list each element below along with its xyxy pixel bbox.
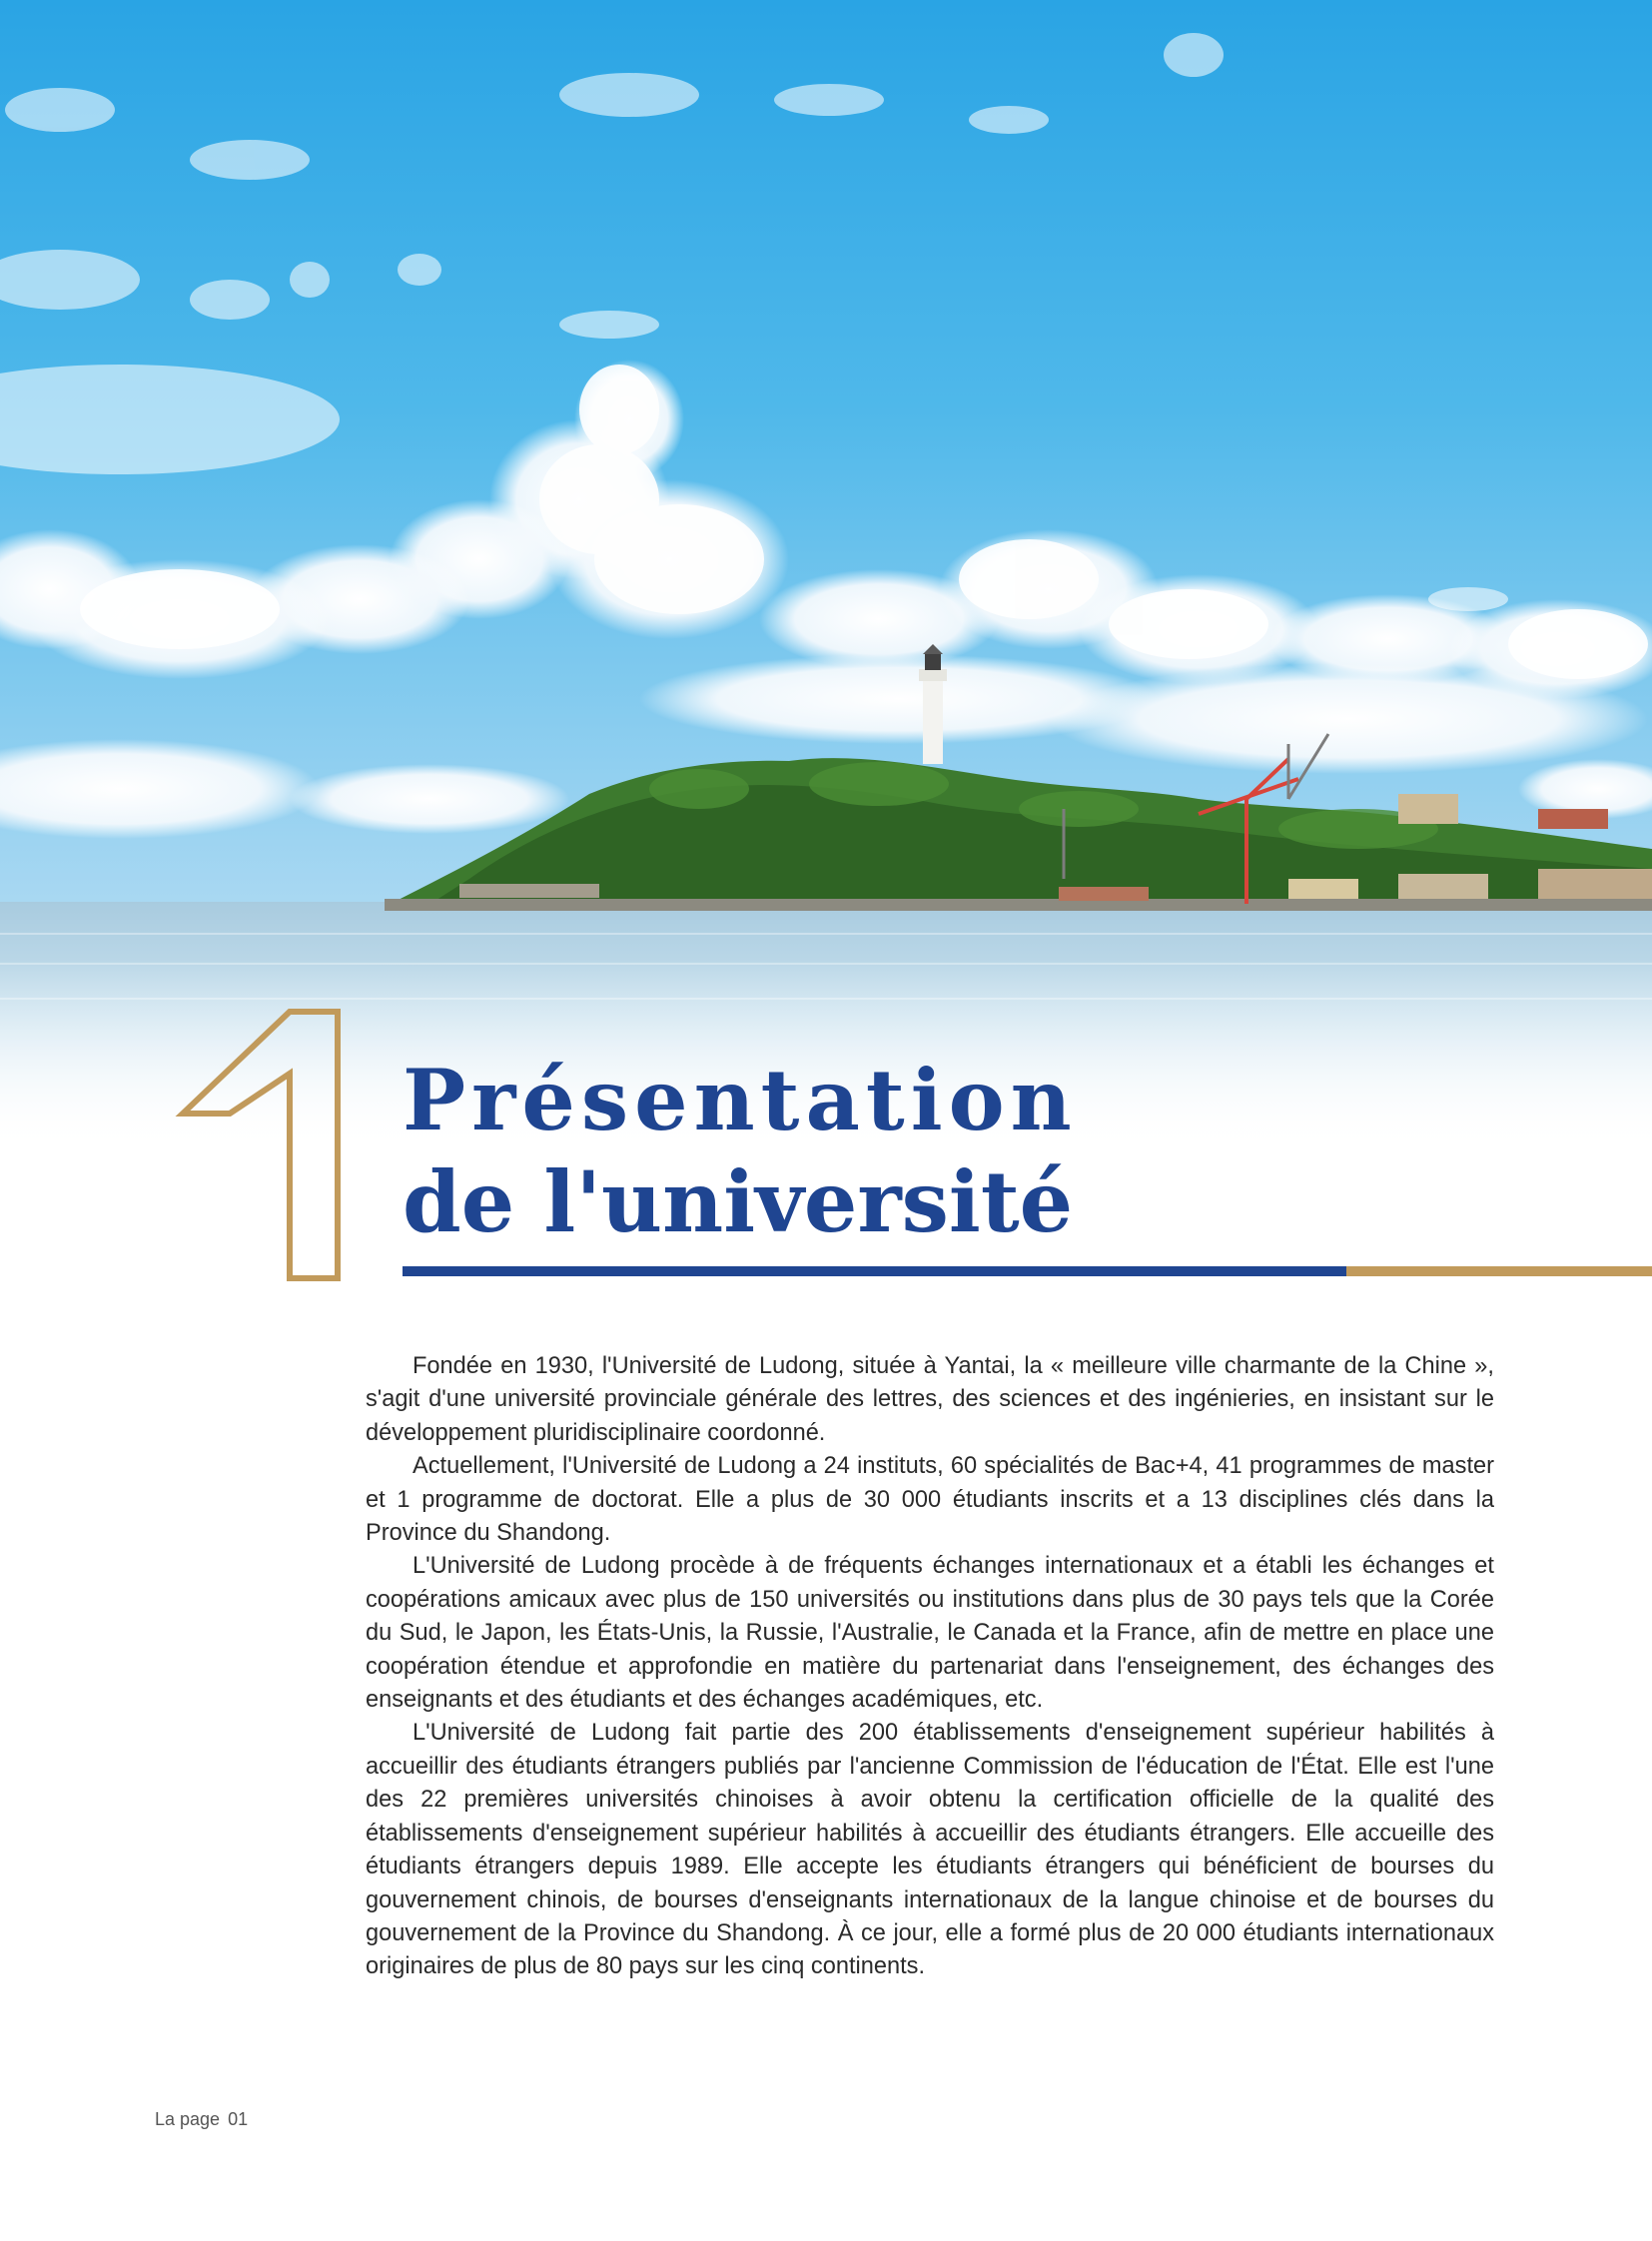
body-text (366, 1350, 1494, 1984)
page-title-line2: de l'université (403, 1152, 1074, 1251)
title-rule-blue (403, 1266, 1346, 1276)
paragraph-1: Fondée en 1930, l'Université de Ludong, située à Yantai, la « meilleure ville charmante de la Chine », s'agit d'une université provinciale générale des lettres, des sciences et des ingénieries, en insistant sur le développement pluridisciplinaire coordonné. (366, 1353, 1494, 1446)
page-title-line1: Présentation (403, 1051, 1078, 1149)
chapter-number-outline (175, 1004, 350, 1283)
page-number: 01 (228, 2109, 249, 2129)
page-footer (155, 2109, 248, 2130)
chapter-number-text: 1 (175, 1004, 176, 1005)
paragraph-3: L'Université de Ludong procède à de fréquents échanges internationaux et a établi les échanges et coopérations amicaux avec plus de 150 universités ou institutions dans plus de 30 pays tels que la Corée du Sud, le Japon, les États-Unis, la Russie, l'Australie, le Canada et la France, afin de mettre en place une coopération étendue et approfondie en matière du partenariat dans l'enseignement, des échanges des enseignants et des étudiants et des échanges académiques, etc. (366, 1553, 1494, 1714)
paragraph-2: Actuellement, l'Université de Ludong a 24 instituts, 60 spécialités de Bac+4, 41 programmes de master et 1 programme de doctorat. Elle a plus de 30 000 étudiants inscrits et a 13 disciplines clés dans la Province du Shandong. (366, 1453, 1494, 1547)
paragraph-4: L'Université de Ludong fait partie des 200 établissements d'enseignement supérieur habilités à accueillir des étudiants étrangers publiés par l'ancienne Commission de l'éducation de l'État. Elle est l'une des 22 premières universités chinoises à avoir obtenu la certification officielle de la qualité des établissements d'enseignement supérieur habilités à accueillir des étudiants étrangers. Elle accueille des étudiants étrangers depuis 1989. Elle accepte les étudiants étrangers qui bénéficient de bourses du gouvernement chinois, de bourses d'enseignants internationaux de la langue chinoise et de bourses du gouvernement de la Province du Shandong. À ce jour, elle a formé plus de 20 000 étudiants internationaux originaires de plus de 80 pays sur les cinq continents. (366, 1720, 1494, 1980)
title-rule-gold (1346, 1266, 1652, 1276)
page-title (403, 1051, 1078, 1251)
page-label: La page (155, 2109, 221, 2129)
